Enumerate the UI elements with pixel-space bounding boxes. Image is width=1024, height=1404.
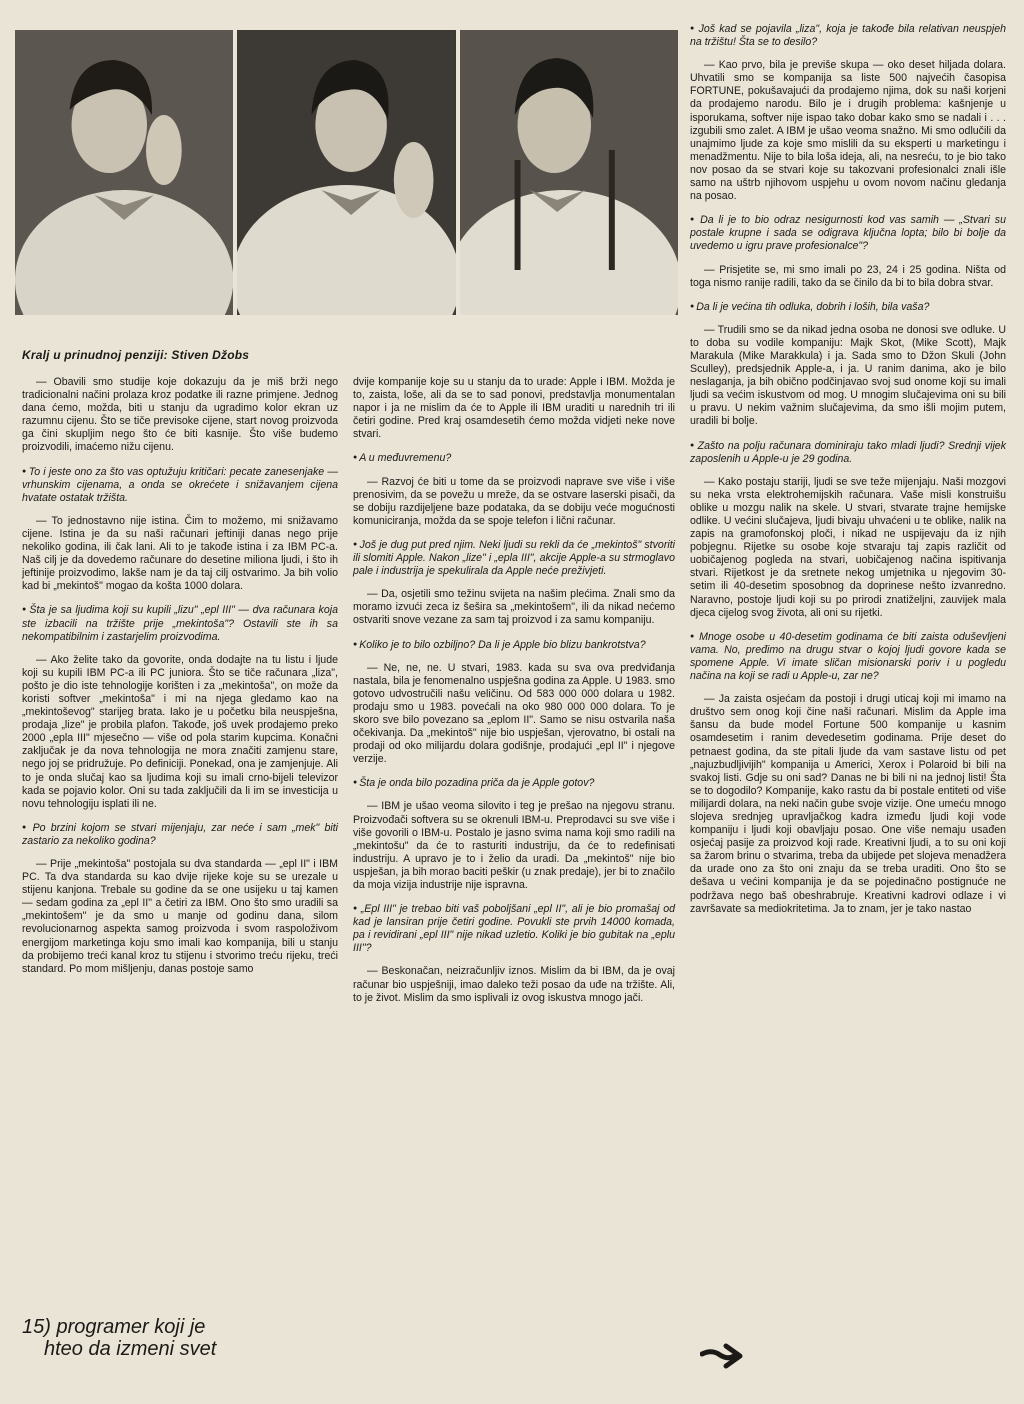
answer-paragraph: — Prisjetite se, mi smo imali po 23, 24 i 25 godina. Ništa od toga nismo ranije radili, tako da se činilo da bi to bila dobra stvar. bbox=[690, 263, 1006, 289]
portrait-photo-2 bbox=[237, 30, 455, 315]
answer-paragraph: — Ja zaista osjećam da postoji i drugi uticaj koji mi imamo na društvo sem onog koji čine naši računari. Mislim da Apple ima šansu da bude model Fortune 500 kompanije u kasnim osamdesetim i ranim devedesetim godinama. Prije deset do petnaest godina, da ste pitali ljude da vam sastave listu od pet „najuzbudljivijih" kompanija u Americi, Xerox i Polaroid bi bili na svakoj listi. Gdje su oni sad? Danas ne bi bili ni na jednoj listi! Šta se to dogodilo? Kompanije, kako rastu da bi postale entiteti od više milijardi dolara, na neki način gube svoje vizije. One umeću mnogo slojeva srednjeg upravljačkog kadra između ljudi koji vode kompaniju i ljudi koji obavljaju posao. One više nemaju usađen osjećaj pasije za proizvod koji rade. Kreativni ljudi, a to su oni koji sa žarom brinu o stvarima, treba da ubijede pet slojeva menadžera da urade ono za što oni znaju da se treba uraditi. Ono što se dešava u većini kompanija je da se pojedinačno postignuće ne podržava nego baš obeshrabruje. Kreativni kadrovi odlaze i vi završavate sa mediokritetima. Ja to znam, jer je tako nastao bbox=[690, 693, 1006, 915]
question-paragraph: ● To i jeste ono za što vas optužuju kritičari: pecate zanesenjake — vrhunskim cijenama, a onda se okrećete i snižavanjem cijena hvatate ostatak tržišta. bbox=[22, 465, 338, 505]
answer-paragraph: — Trudili smo se da nikad jedna osoba ne donosi sve odluke. U to doba su vodile kompaniju: Majk Skot, (Mike Scott), Majk Marakula (Mike Marakkula) i ja. Sada smo to Džon Skuli (John Sculley), predsjednik Apple-a, i ja. U ranim danima, ako je bilo neslaganja, ja bih obično podčinjavao svoj sud onome koji su imali ljudi sa većim iskustvom od mog. U mnogim slučajevima oni su bili u pravu. U nekim važnim slučajevima, da smo išli mojim putem, uradili bi bolje. bbox=[690, 323, 1006, 428]
photo-caption: Kralj u prinudnoj penziji: Stiven Džobs bbox=[22, 348, 250, 362]
portrait-photo-1 bbox=[15, 30, 233, 315]
column-left bbox=[22, 376, 338, 986]
answer-paragraph: — Obavili smo studije koje dokazuju da je miš brži nego tradicionalni načini prolaza kroz podatke ili razne primjene. Jednog dana ćemo, možda, biti u stanju da ugradimo kolor ekran uz razumnu cijenu. Što se tiče previsoke cijene, start novog proizvoda ga čini skupljim nego što će biti kasnije. Što više budemo proizvodili, imaćemo nižu cijenu. bbox=[22, 376, 338, 454]
answer-paragraph: — Da, osjetili smo težinu svijeta na našim plećima. Znali smo da moramo izvući zeca iz šešira sa „mekintošem", ili da nikad nećemo ostvariti snove vezane za sam taj proizvod i za samu kompaniju. bbox=[353, 588, 675, 627]
answer-paragraph: — Prije „mekintoša" postojala su dva standarda — „epl II" i IBM PC. Ta dva standarda su kao dvije rijeke koje su se urezale u stijenu kanjona. Trebale su godine da se one usijeku u taj kamen — sedam godina za „epl II" a četiri za IBM. Ono što smo uradili sa „mekintošem" je da smo u manje od godinu dana, silom revolucionarnog aspekta samog proizvoda i svom raspoloživom energijom marketinga koju smo imali kao kompanija, bili u stanju da probijemo treći kanal kroz tu stijenu i stvorimo treću rijeku, treći standard. Po mom mišljenju, danas postoje samo bbox=[22, 858, 338, 975]
column-middle bbox=[353, 376, 675, 1015]
pull-quote-line-2: hteo da izmeni svet bbox=[44, 1338, 217, 1360]
answer-paragraph: — IBM je ušao veoma silovito i teg je prešao na njegovu stranu. Proizvođači softvera su se okrenuli IBM-u. Preprodavci su sve više i više govorili o IBM-u. Postalo je jasno svima nama koji smo radili na „mekintošu" da će to rasturiti industriju, da će to redefinisati industriju. A upravo je to i želio da uradi. Da „mekintoš" nije bio uspješan, ja bih morao baciti peškir (u znak predaje), jer bi to značilo da moja vizija industrije nije ispravna. bbox=[353, 800, 675, 891]
pull-quote-line-1: 15) programer koji je bbox=[22, 1316, 206, 1338]
answer-paragraph: — Ne, ne, ne. U stvari, 1983. kada su sva ova predviđanja nastala, bila je fenomenalno uspješna godina za Apple. U 1983. smo gotovo udvostručili našu veličinu. Od 583 000 000 dolara u 1982. prodaju smo u 1983. povećali na oko 980 000 000 dolara. To je skoro sve bilo povezano sa „eplom II". Samo se nisu ostvarila naša očekivanja. Da „mekintoš" nije bio uspješan, vjerovatno, bi ostali na prodaji od oko milijardu dolara godišnje, prodajući „epl II" i njegove verzije. bbox=[353, 661, 675, 766]
question-paragraph: ● A u međuvremenu? bbox=[353, 451, 675, 465]
pull-quote bbox=[22, 1316, 322, 1360]
answer-paragraph: — Kako postaju stariji, ljudi se sve teže mijenjaju. Naši mozgovi su neka vrsta elektrohemijskih računara. Vaše misli konstruišu oblike u mozgu nalik na skele. U stvari, stvarate trajne hemijske odlike. U većini slučajeva, ljudi bivaju uhvaćeni u te oblike, nalik na zapis na gramofonskoj ploči, i nikad ne uspijevaju da iz njih pobjegnu. Rijetke su osobe koje stvaraju taj zapis različit od uobičajenog pogleda na stvari, uobičajenog načina ispitivanja stvari. Rijetkost je da sretnete nekog umjetnika u njegovim 30-setim ili 40-desetim sposobnog da doprinese nešto izvanredno. Naravno, postoje ljudi koji su po prirodi znatiželjni, zauvijek mala djeca cijelog svog života, ali oni su rijetki. bbox=[690, 475, 1006, 619]
question-paragraph: ● Da li je to bio odraz nesigurnosti kod vas samih — „Stvari su postale krupne i sada se odigrava ključna lopta; bilo bi bolje da uvedemo u igru prave profesionalce"? bbox=[690, 213, 1006, 253]
question-paragraph: ● Još kad se pojavila „liza", koja je takođe bila relativan neuspjeh na tržištu! Šta se to desilo? bbox=[690, 22, 1006, 49]
answer-paragraph: — Kao prvo, bila je previše skupa — oko deset hiljada dolara. Uhvatili smo se kompanija sa liste 500 najvećih časopisa FORTUNE, pokušavajući da prodajemo njima, dok su naši korjeni da prodajemo narodu. Bilo je i drugih problema: kašnjenje u isporukama, softver nije ispao tako dobar kako smo se nadali i . . . izgubili smo zalet. A IBM je ušao veoma snažno. Mi smo odlučili da unajmimo ljude za koje smo mislili da su eksperti u marketingu i menadžmentu. Nije to bila loša ideja, ali, na nesreću, to je bio tako nov posao da se stvari koje su takozvani profesionalci znali išle samo na uštrb njihovom uspjehu u ovom novom načinu gledanja na posao. bbox=[690, 59, 1006, 203]
column-right bbox=[690, 22, 1006, 926]
question-paragraph: ● Šta je sa ljudima koji su kupili „lizu" „epl III" — dva računara koja ste izbacili na tržište prije „mekintoša"? Ostavili ste ih sa nekompatibilnim i zastarjelim proizvodima. bbox=[22, 603, 338, 643]
answer-paragraph: — Razvoj će biti u tome da se proizvodi naprave sve više i više prenosivim, da se povežu u mreže, da se ostvare laserski pisači, da se dobiju razdijeljene baze podataka, da se dobiju veće mogućnosti komuniciranja, možda da se spoje telefon i lični računar. bbox=[353, 475, 675, 527]
question-paragraph: ● Koliko je to bilo ozbiljno? Da li je Apple bio blizu bankrotstva? bbox=[353, 638, 675, 652]
answer-paragraph: dvije kompanije koje su u stanju da to urade: Apple i IBM. Možda je to, zaista, loše, ali da se to sad ponovi, predstavlja monumentalan napor i ja ne mislim da će to Apple ili IBM uraditi u narednih tri ili četiri godine. Pred kraj osamdesetih ćemo možda vidjeti neke nove stvari. bbox=[353, 376, 675, 441]
question-paragraph: ● Da li je većina tih odluka, dobrih i loših, bila vaša? bbox=[690, 300, 1006, 314]
answer-paragraph: — To jednostavno nije istina. Čim to možemo, mi snižavamo cijene. Istina je da su naši računari jeftiniji danas nego prije nekoliko godina, ili čak lani. Ali to je takođe istina i za IBM PC-a. Naš cilj je da dovedemo računare do desetine miliona ljudi, i što ih jeftinije proizvodimo, lakše nam je da taj cilj ostvarimo. Ja bih volio kad bi „mekintoš" mogao da košta 1000 dolara. bbox=[22, 514, 338, 593]
question-paragraph: ● Po brzini kojom se stvari mijenjaju, zar neće i sam „mek" biti zastario za nekoliko godina? bbox=[22, 821, 338, 848]
portrait-photo-3 bbox=[460, 30, 678, 315]
question-paragraph: ● Mnoge osobe u 40-desetim godinama će biti zaista oduševljeni vama. No, pređimo na drugu stvar o kojoj ljudi govore kada se spomene Apple. Vi imate sličan misionarski poriv i u pogledu načina na koji se radi u Apple-u, zar ne? bbox=[690, 630, 1006, 683]
answer-paragraph: — Beskonačan, neizračunljiv iznos. Mislim da bi IBM, da je ovaj računar bio uspješniji, imao daleko teži posao da uđe na tržište. Ali, to je život. Mislim da smo isplivali iz ovog iskustva mnogo jači. bbox=[353, 965, 675, 1004]
question-paragraph: ● Šta je onda bilo pozadina priča da je Apple gotov? bbox=[353, 776, 675, 790]
photo-strip bbox=[15, 30, 678, 315]
question-paragraph: ● „Epl III" je trebao biti vaš poboljšani „epl II", ali je bio promašaj od kad je lansiran prije četiri godine. Povukli ste prvih 14000 komada, pa i revidirani „epl III" nije nikad uzletio. Koliki je bio gubitak na „eplu III"? bbox=[353, 902, 675, 955]
question-paragraph: ● Zašto na polju računara dominiraju tako mladi ljudi? Srednji vijek zaposlenih u Apple-u je 29 godina. bbox=[690, 439, 1006, 466]
answer-paragraph: — Ako želite tako da govorite, onda dodajte na tu listu i ljude koji su kupili IBM PC-a ili PC juniora. Što se tiče računara „liza", pošto je dio iste tehnologije korišten i za „mekintoša", on može da koristi softver „mekintoša" i mi na njega gledamo kao na „mekintoševog" starijeg brata. Iako je u početku bila neuspješna, prodaja „lize" je probila plafon. Takođe, još uvek prodajemo preko 2000 „epla III" mjesečno — više od pola starim kupcima. Konačni zaključak je da nova tehnologija ne mora značiti zamjenu stare, nego joj se pridružuje. Po definiciji. Ponekad, ona je zamjenjuje. Ali to je onda slučaj kao sa ljudima koji su imali crno-bijeli televizor kada se pojavio kolor. Oni su tada zaključili da li im se investicija u novu tehnologiju isplati ili ne. bbox=[22, 653, 338, 810]
continue-arrow-icon bbox=[700, 1343, 744, 1369]
question-paragraph: ● Još je dug put pred njim. Neki ljudi su rekli da će „mekintoš" stvoriti ili slomiti Apple. Nakon „lize" i „epla III", akcije Apple-a su strmoglavo pale i industrija je spekulirala da Apple neće preživjeti. bbox=[353, 538, 675, 578]
